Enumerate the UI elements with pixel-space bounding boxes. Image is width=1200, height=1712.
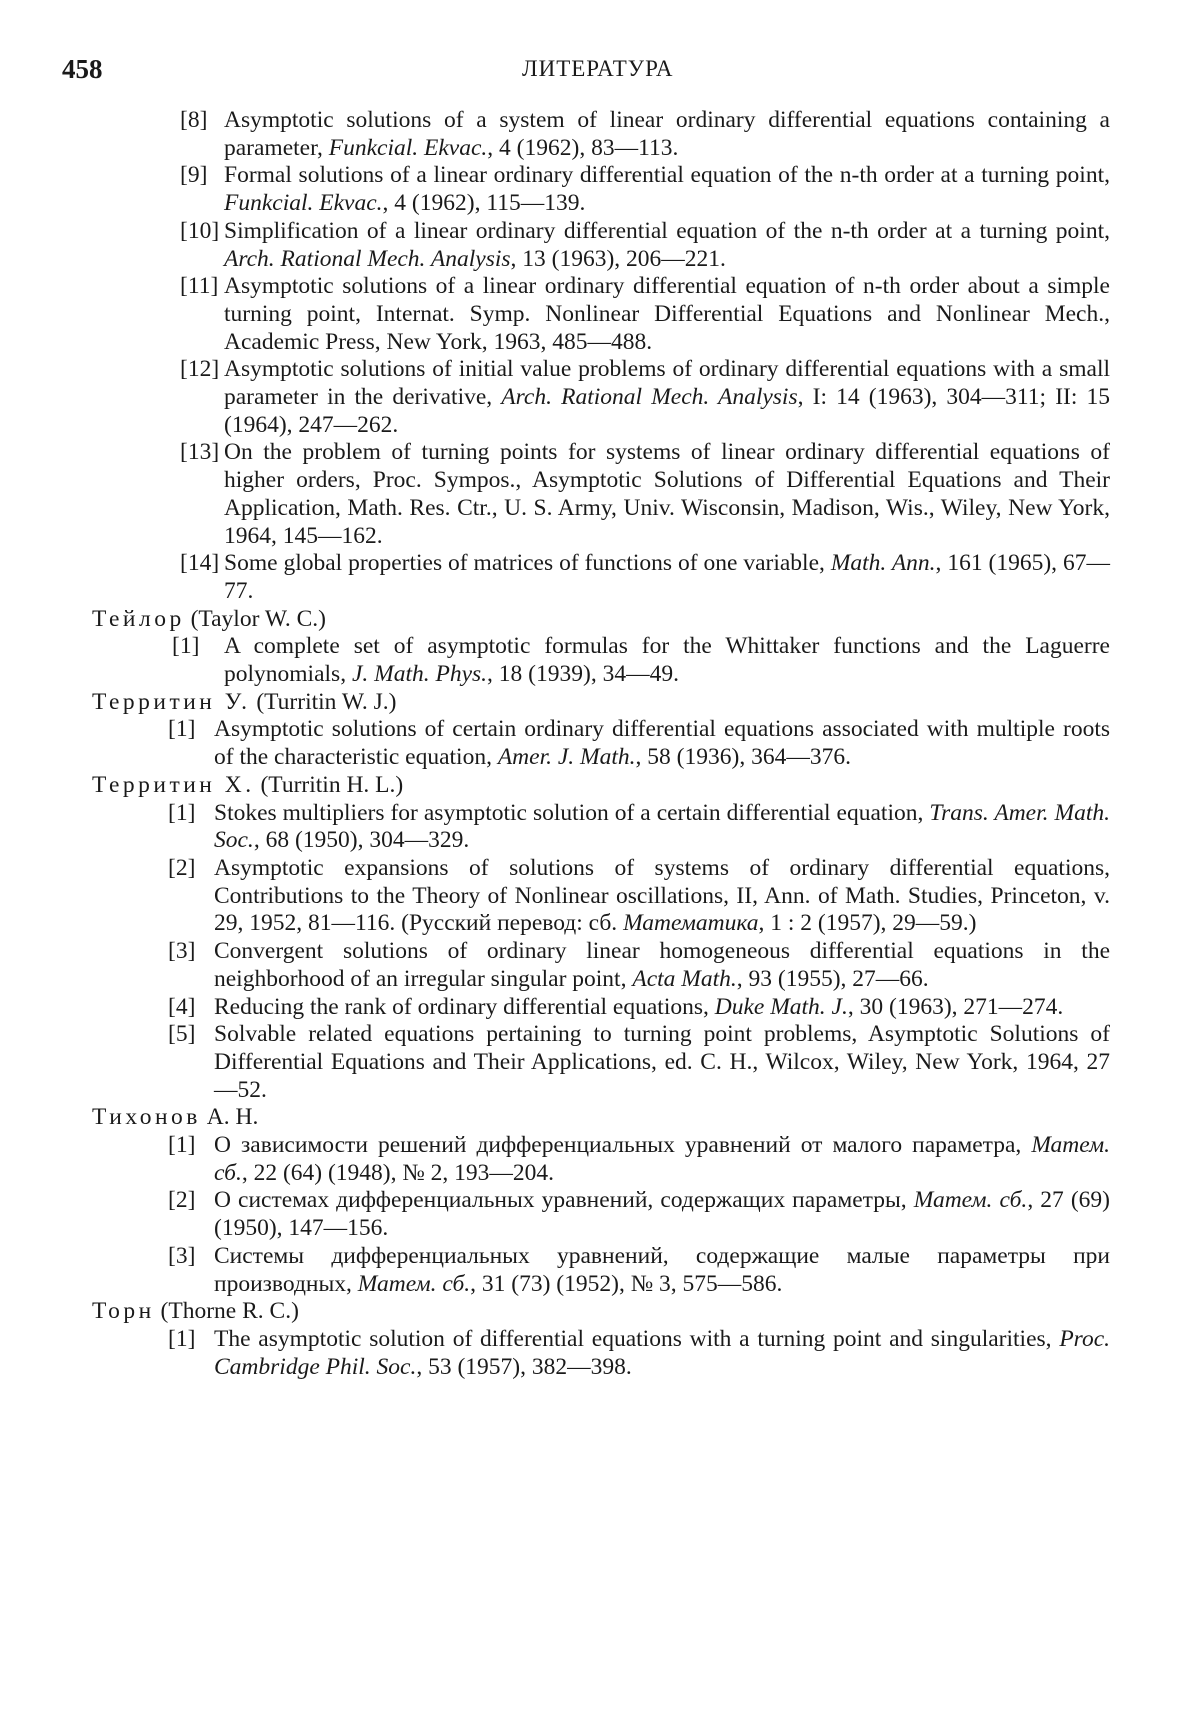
reference-number: [10] [180,218,219,246]
reference-number: [1] [168,716,195,744]
author-heading [92,1298,1110,1326]
page-header [62,54,1112,94]
page-number: 458 [62,54,103,85]
journal-title: Proc. Cambridge Phil. Soc. [214,1326,1110,1380]
author-latin-name: (Taylor W. C.) [191,606,326,632]
journal-title: Матем. сб. [214,1132,1110,1186]
reference-entry: [12] Asymptotic solutions of initial value problems of ordinary differential equations with a small parameter in the derivative, Arch. Rational Mech. Analysis, I: 14 (1963), 304—311; II: 15 (1964), 247—262. [92,356,1110,439]
reference-number: [14] [180,550,219,578]
author-heading [92,689,1110,717]
journal-title: Duke Math. J. [715,994,848,1020]
reference-entry: [9] Formal solutions of a linear ordinary differential equation of the n-th order at a turning point, Funkcial. Ekvac., 4 (1962), 115—139. [92,162,1110,217]
reference-number: [11] [180,273,218,301]
reference-number: [13] [180,439,219,467]
reference-entry: [1] Asymptotic solutions of certain ordinary differential equations associated with multiple roots of the characteristic equation, Amer. J. Math., 58 (1936), 364—376. [92,716,1110,771]
reference-entry: [3] Convergent solutions of ordinary linear homogeneous differential equations in the neighborhood of an irregular singular point, Acta Math., 93 (1955), 27—66. [92,938,1110,993]
running-head: ЛИТЕРАТУРА [522,56,674,82]
reference-entry: [10] Simplification of a linear ordinary differential equation of the n-th order at a turning point, Arch. Rational Mech. Analysis, 13 (1963), 206—221. [92,218,1110,273]
journal-title: J. Math. Phys. [352,661,487,687]
reference-entry: [4] Reducing the rank of ordinary differential equations, Duke Math. J., 30 (1963), 271—274. [92,994,1110,1022]
author-name: Территин Х. [92,772,255,798]
author-name: Территин У. [92,689,250,715]
author-heading [92,772,1110,800]
reference-entry: [1] The asymptotic solution of differential equations with a turning point and singularities, Proc. Cambridge Phil. Soc., 53 (1957), 382—398. [92,1326,1110,1381]
journal-title: Arch. Rational Mech. Analysis [501,384,797,410]
reference-number: [9] [180,162,207,190]
reference-number: [3] [168,938,195,966]
journal-title: Математика [623,910,758,936]
author-latin-name: (Turritin W. J.) [256,689,396,715]
author-heading [92,606,1110,634]
reference-entry: [14] Some global properties of matrices of functions of one variable, Math. Ann., 161 (1965), 67—77. [92,550,1110,605]
reference-entry: [1] Stokes multipliers for asymptotic solution of a certain differential equation, Trans. Amer. Math. Soc., 68 (1950), 304—329. [92,800,1110,855]
reference-entry: [2] Asymptotic expansions of solutions of systems of ordinary differential equations, Contributions to the Theory of Nonlinear oscillations, II, Ann. of Math. Studies, Princeton, v. 29, 1952, 81—116. (Русский перевод: сб. Математика, 1 : 2 (1957), 29—59.) [92,855,1110,938]
journal-title: Amer. J. Math. [498,744,636,770]
author-name: Тихонов [92,1104,201,1130]
author-name: Торн [92,1298,155,1324]
journal-title: Acta Math. [632,966,736,992]
journal-title: Math. Ann. [831,550,936,576]
journal-title: Funkcial. Ekvac. [224,190,383,216]
author-name: Тейлор [92,606,185,632]
reference-entry: [11] Asymptotic solutions of a linear ordinary differential equation of n-th order about a simple turning point, Internat. Symp. Nonlinear Differential Equations and Nonlinear Mech., Academic Press, New York, 1963, 485—488. [92,273,1110,356]
journal-title: Матем. сб. [358,1271,470,1297]
author-latin-name: (Turritin H. L.) [260,772,403,798]
reference-entry: [13] On the problem of turning points for systems of linear ordinary differential equations of higher orders, Proc. Sympos., Asymptotic Solutions of Differential Equations and Their Application, Math. Res. Ctr., U. S. Army, Univ. Wisconsin, Madison, Wis., Wiley, New York, 1964, 145—162. [92,439,1110,550]
reference-entry: [2] О системах дифференциальных уравнений, содержащих параметры, Матем. сб., 27 (69) (1950), 147—156. [92,1187,1110,1242]
author-heading [92,1104,1110,1132]
reference-entry: [5] Solvable related equations pertaining to turning point problems, Asymptotic Solutions of Differential Equations and Their Applications, ed. C. H., Wilcox, Wiley, New York, 1964, 27—52. [92,1021,1110,1104]
author-latin-name: А. Н. [207,1104,259,1130]
reference-number: [4] [168,994,195,1022]
journal-title: Матем. сб. [914,1187,1028,1213]
reference-number: [1] [168,1132,195,1160]
reference-entry: [1] A complete set of asymptotic formulas for the Whittaker functions and the Laguerre polynomials, J. Math. Phys., 18 (1939), 34—49. [92,633,1110,688]
reference-entry: [1] О зависимости решений дифференциальных уравнений от малого параметра, Матем. сб., 22 (64) (1948), № 2, 193—204. [92,1132,1110,1187]
reference-number: [5] [168,1021,195,1049]
reference-entry: [3] Системы дифференциальных уравнений, содержащие малые параметры при производных, Матем. сб., 31 (73) (1952), № 3, 575—586. [92,1243,1110,1298]
journal-title: Trans. Amer. Math. Soc. [214,800,1110,854]
journal-title: Arch. Rational Mech. Analysis [224,246,511,272]
reference-number: [2] [168,855,195,883]
reference-list [92,107,1110,1381]
journal-title: Funkcial. Ekvac. [329,135,488,161]
reference-number: [2] [168,1187,195,1215]
reference-number: [1] [168,800,195,828]
reference-number: [8] [180,107,207,135]
author-latin-name: (Thorne R. C.) [161,1298,299,1324]
reference-number: [1] [168,1326,195,1354]
reference-number: [3] [168,1243,195,1271]
reference-number: [1] [172,633,199,661]
reference-number: [12] [180,356,219,384]
reference-entry: [8] Asymptotic solutions of a system of linear ordinary differential equations containing a parameter, Funkcial. Ekvac., 4 (1962), 83—113. [92,107,1110,162]
